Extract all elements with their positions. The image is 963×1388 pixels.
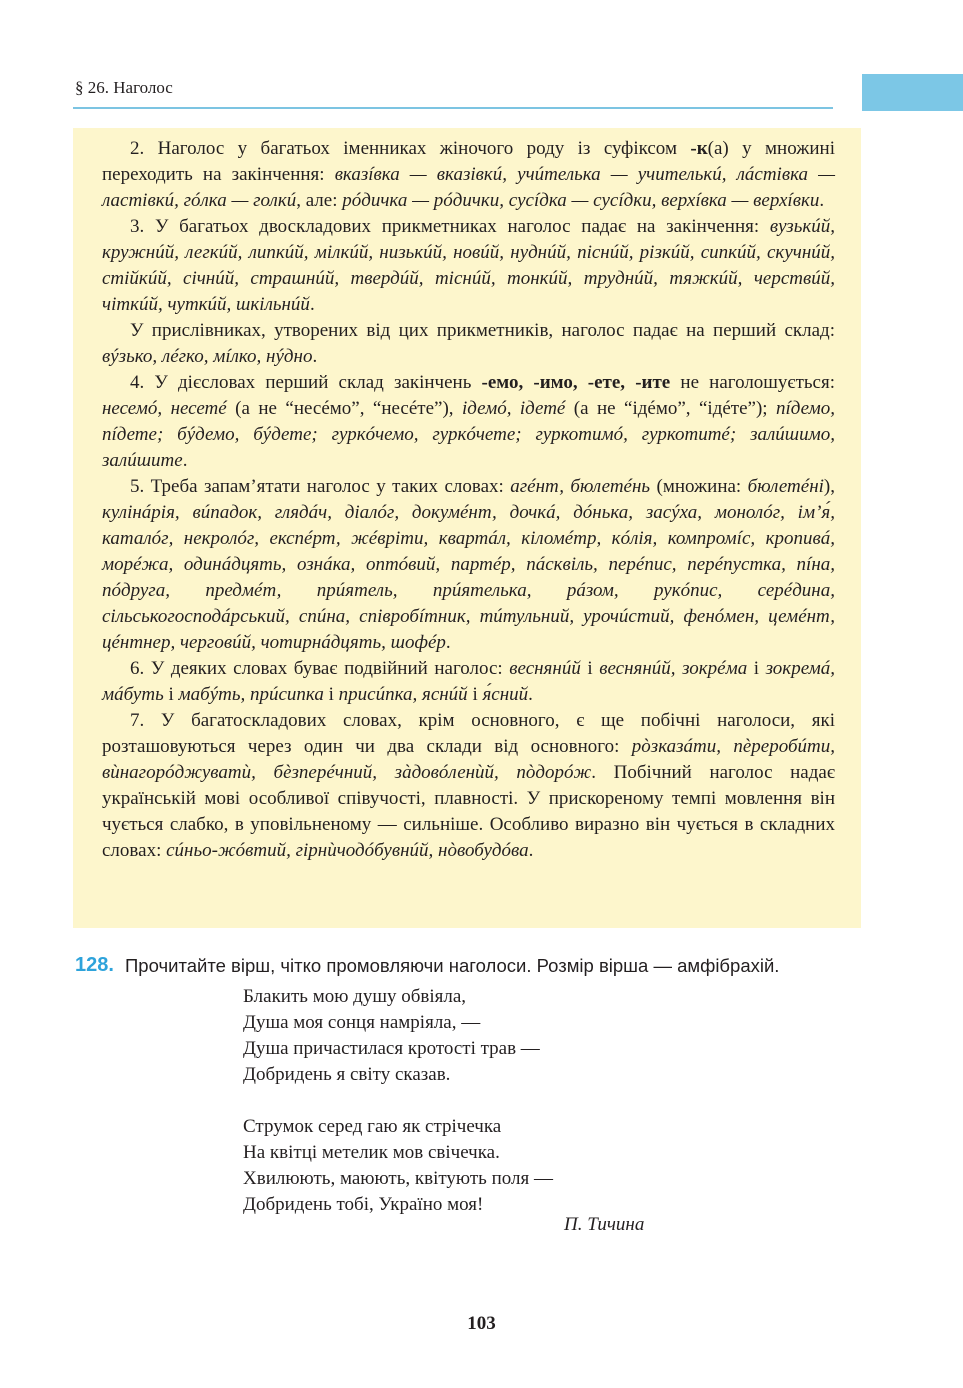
exercise-instruction: Прочитайте вірш, чітко промовляючи наголоси. Розмір вірша — амфібрахій. [125, 955, 780, 976]
rule-text: 5. Треба запам’ятати наголос у таких словах: [130, 476, 511, 497]
poem-author: П. Тичина [564, 1214, 645, 1235]
poem-line: Хвилюють, маюють, квітують поля — [243, 1168, 553, 1189]
rule-text: (а не “ідéмо”, “ідéте”); [565, 398, 777, 419]
rule-text: 4. У дієсловах перший склад закінчень [130, 372, 482, 393]
rule-text: ), [823, 476, 835, 497]
poem-line: Добридень тобі, Україно моя! [243, 1194, 484, 1215]
italic-example: вузькúй, кружнúй, легкúй, липкúй, мілкúй, низькúй, новúй, нуднúй, піснúй, різкúй, сипкúй, скучнúй, стійкúй, січнúй, страшнúй, твердúй, тіснúй, тонкúй, труднúй, тяжкúй, черствúй, чіткúй, чуткúй, шкільнúй [102, 216, 835, 315]
rule-text: 7. У багатоскладових словах, крім основного, є ще побічні наголоси, які розташовуються через один чи два склади від основного: [102, 710, 835, 757]
rule-text: не наголошується: [670, 372, 836, 393]
poem-line: Струмок серед гаю як стрічечка [243, 1116, 502, 1137]
bold-suffix: -емо, -имо, -ете, -ите [481, 372, 671, 393]
bold-suffix: -к [690, 138, 708, 159]
italic-example: веснянúй [509, 658, 581, 679]
rule-text: 2. Наголос у багатьох іменниках жіночого роду із суфіксом [130, 138, 691, 159]
rule-text: . Побічний наголос надає українській мові особливої співучості, плавності. У прискореному темпі мовлення він чується слабко, в уповільненому — сильніше. Особливо виразно він чується в складних словах: [102, 762, 836, 861]
italic-example: агéнт, бюлетéнь [510, 476, 651, 497]
rule-text: . [309, 294, 315, 315]
italic-example: , лáстівка — ластівкú, гóлка — голкú [102, 164, 835, 211]
rule-text: 3. У багатьох двоскладових прикметниках наголос падає на закінчення: [130, 216, 770, 237]
rule-paragraph [102, 474, 835, 656]
header-color-tab [862, 74, 963, 111]
italic-example: я́сний [482, 684, 529, 705]
exercise-number: 128. [75, 954, 114, 976]
italic-example: рòзказáти, пèреробúти, вùнагорóджуватù, бѐзперéчний, зàдовóленùй, пòдорóж [102, 736, 836, 783]
italic-example: ú [712, 164, 722, 185]
italic-example: веснянúй, зокрéма [599, 658, 748, 679]
poem-line: Добридень я світу сказав. [243, 1064, 451, 1085]
section-title: § 26. Наголос [75, 78, 173, 97]
rule-text: 6. У деяких словах буває подвійний наголос: [130, 658, 510, 679]
rule-text: , але: [296, 190, 343, 211]
rule-text: . [528, 684, 533, 705]
italic-example: пíдемо, пíдете; бýдемо, бýдете; гуркóчемо, гуркóчете; гуркотимó, гуркотитé; залúшимо, залúшите [102, 398, 835, 471]
italic-example: присúпка, яснúй [338, 684, 468, 705]
rule-text: . [182, 450, 188, 471]
italic-example: мабýть, прúсипка [178, 684, 324, 705]
poem-stanza [243, 984, 553, 1088]
rule-text: . [445, 632, 451, 653]
rule-text: і [323, 684, 339, 705]
page-number: 103 [467, 1313, 496, 1334]
poem-line: Блакить мою душу обвіяла, [243, 986, 467, 1007]
rule-text: і [580, 658, 600, 679]
italic-example: вýзько, лéгко, мíлко, нýдно [102, 346, 313, 367]
rule-paragraph [102, 214, 835, 318]
rule-paragraph [102, 656, 835, 708]
italic-example: сúньо-жóвтий, гірнùчодóбувнúй, нòвобудóва [166, 840, 529, 861]
rule-text: і [163, 684, 179, 705]
poem [243, 984, 553, 1218]
header-divider [73, 107, 833, 109]
poem-line: На квітці метелик мов свічечка. [243, 1142, 500, 1163]
rule-text: . [312, 346, 318, 367]
rule-text: У прислівниках, утворених від цих прикметників, наголос падає на перший склад: [130, 320, 835, 341]
rule-text: (а не “несéмо”, “несéте”), [226, 398, 462, 419]
rule-text: (а) у множині переходить на закінчення: [102, 138, 835, 185]
italic-example: ідемó, ідетé [461, 398, 566, 419]
poem-line: Душа моя сонця намріяла, — [243, 1012, 481, 1033]
rule-paragraph [102, 318, 835, 370]
italic-example: рóдичка — рóдички, сусíдка — сусíдки, верхíвка — верхíвки [342, 190, 820, 211]
rule-paragraph [102, 136, 835, 214]
italic-example: бюлетéні [747, 476, 824, 497]
poem-line: Душа причастилася кротості трав — [243, 1038, 540, 1059]
rule-text: і [747, 658, 766, 679]
rule-text: (множина: [650, 476, 748, 497]
italic-example: вказíвка — вказівкú, учúтелька — учительк [334, 164, 713, 185]
rules-box [73, 128, 861, 928]
poem-stanza [243, 1114, 553, 1218]
italic-example: кулінáрія, вúпадок, глядáч, діалóг, докумéнт, дочкá, дóнька, засýха, монолóг, ім’я́, каталóг, некролóг, експéрт, жéвріти, квартáл, кіломéтр, кóлія, компромíс, кропивá, морéжа, одинáдцять, ознáка, оптóвий, партéр, пáсквіль, перéпис, перéпустка, пíна, пóдруга, предмéт, прúятель, прúятелька, рáзом, рукóпис, серéдина, сільськогосподáрський, спúна, співробíтник, тúтульний, урочúстий, фенóмен, цемéнт, цéнтнер, черговúй, чотирнáдцять, шофéр [102, 502, 835, 653]
rule-text: і [467, 684, 483, 705]
italic-example: зокремá, мáбуть [102, 658, 836, 705]
rule-paragraph [102, 370, 835, 474]
rule-paragraph [102, 708, 835, 864]
rule-text: . [528, 840, 534, 861]
italic-example: несемó, несетé [102, 398, 227, 419]
rule-text: . [819, 190, 825, 211]
